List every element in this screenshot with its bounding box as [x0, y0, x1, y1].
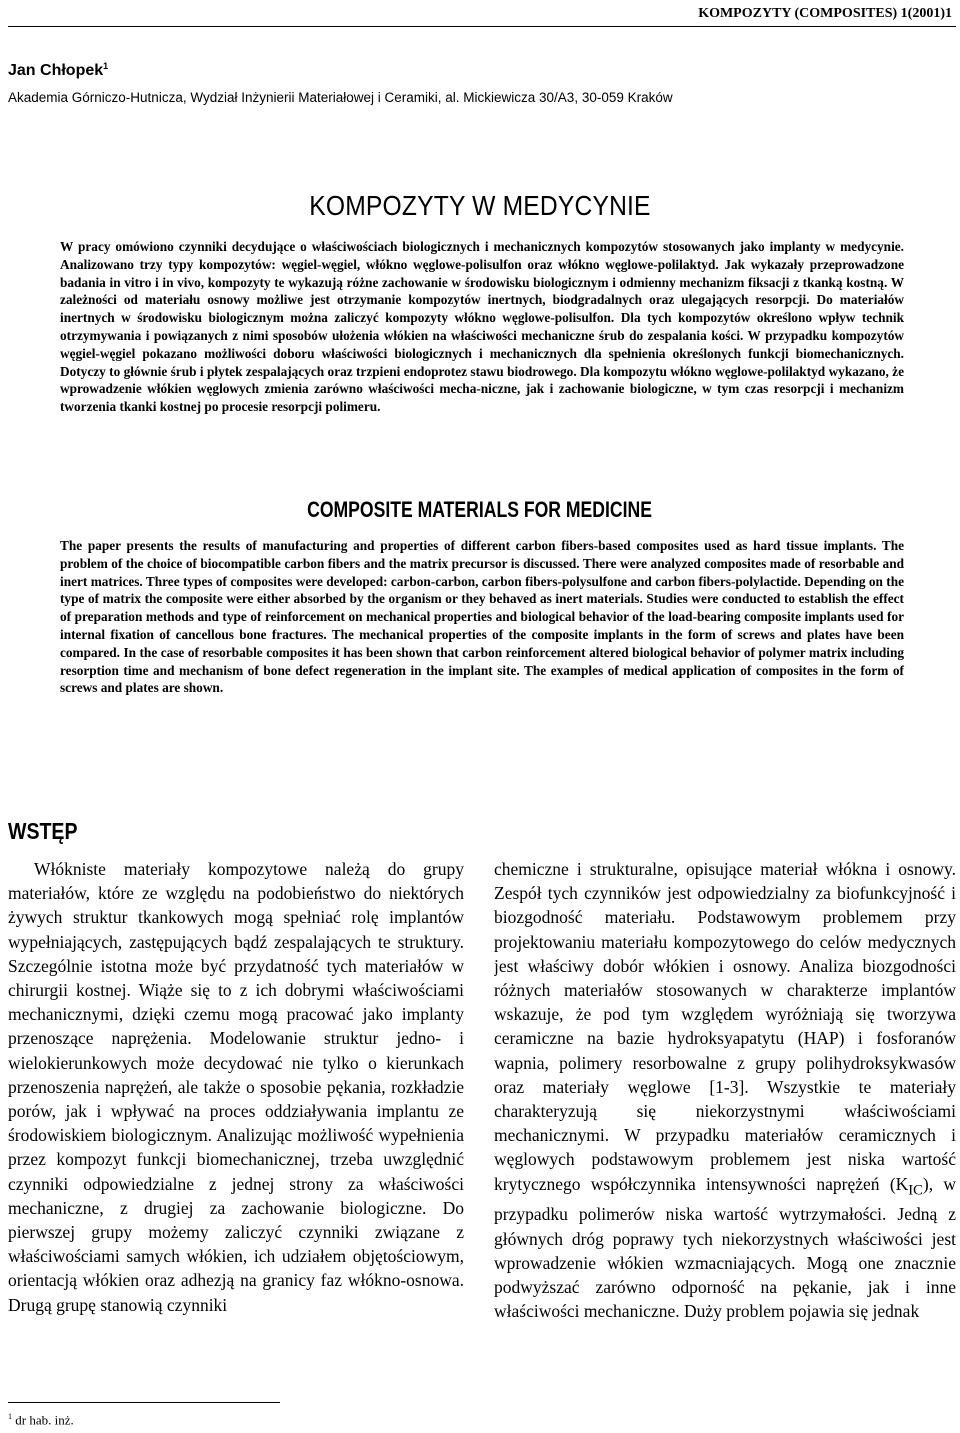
body-column-right	[494, 857, 956, 1397]
footnote	[8, 1412, 74, 1428]
author-affiliation: Akademia Górniczo-Hutnicza, Wydział Inżynierii Materiałowej i Ceramiki, al. Mickiewicza 30/A3, 30-059 Kraków	[8, 90, 673, 105]
abstract-english: The paper presents the results of manufacturing and properties of different carbon fibers-based composites used as hard tissue implants. The problem of the choice of biocompatible carbon fibers and the matrix precursor is discussed. There were analyzed composites made of resorbable and inert matrices. Three types of composites were developed: carbon-carbon, carbon fibers-polysulfone and carbon fibers-polylactide. Depending on the type of matrix the composite were either absorbed by the organism or they behaved as inert materials. Studies were conducted to establish the effect of preparation methods and type of reinforcement on mechanical properties and biological behavior of the load-bearing composite implants used for internal fixation of cancellous bone fractures. The mechanical properties of the composite implants in the form of screws and plates have been compared. In the case of resorbable composites it has been shown that carbon reinforcement altered biological behavior of polymer matrix including resorption time and mechanism of bone defect regeneration in the implant site. The examples of medical application of composites in the form of screws and plates are shown.	[60, 538, 904, 696]
body-column-left: Włókniste materiały kompozytowe należą do grupy materiałów, które ze względu na podobieństwo do niektórych żywych struktur tkankowych mogą spełniać rolę implantów wypełniających, zastępujących bądź zespalających te struktury. Szczególnie istotna może być przydatność tych materiałów w chirurgii kostnej. Wiąże się to z ich dobrymi właściwościami mechanicznymi, dzięki czemu mogą pracować jako implanty przenoszące naprężenia. Modelowanie struktur jedno- i wielokierunkowych może decydować nie tylko o kierunkach przenoszenia naprężeń, ale także o sposobie pękania, rozkładzie porów, jak i wpływać na proces oddziaływania implantu ze środowiskiem biologicznym. Analizując możliwość wypełnienia przez kompozyt funkcji biomechanicznej, trzeba uwzględnić czynniki odpowiedzialne z jednej strony za właściwości mechaniczne, z drugiej za zachowanie biologiczne. Do pierwszej grupy możemy zaliczyć czynniki związane z właściwościami samych włókien, ich udziałem objętościowym, orientacją włókien oraz adhezją na granicy faz włókno-osnowa. Drugą grupę stanowią czynniki	[8, 859, 464, 1315]
footnote-mark: 1	[8, 1412, 12, 1421]
title-english	[0, 497, 960, 523]
footnote-text: dr hab. inż.	[15, 1412, 74, 1428]
section-heading-text: WSTĘP	[8, 818, 78, 844]
author-footnote-mark: 1	[103, 61, 109, 71]
header-rule	[8, 26, 956, 27]
body-right-text-1: chemiczne i strukturalne, opisujące materiał włókna i osnowy. Zespół tych czynników jest odpowiedzialny za biofunkcyjność i biozgodność materiału. Podstawowym problemem przy projektowaniu materiału kompozytowego do celów medycznych jest właściwy dobór włókien i osnowy. Analiza biozgodności różnych materiałów stosowanych w charakterze implantów wskazuje, że pod tym względem wyróżniają się tworzywa ceramiczne na bazie hydroksyapatytu (HAP) i fosforanów wapnia, polimery resorbowalne z grupy polihydroksykwasów oraz materiały węglowe [1-3]. Wszystkie te materiały charakteryzują się niekorzystnymi właściwościami mechanicznymi. W przypadku materiałów ceramicznych i węglowych podstawowym problemem jest niska wartość krytycznego współczynnika intensywności naprężeń (K	[494, 859, 956, 1194]
author-name	[8, 62, 108, 80]
footnote-rule	[8, 1402, 280, 1403]
title-polish	[0, 190, 960, 222]
kic-subscript: IC	[908, 1182, 923, 1199]
title-polish-text: KOMPOZYTY W MEDYCYNIE	[309, 190, 651, 221]
author-name-text: Jan Chłopek	[8, 62, 104, 79]
body-right-text-2: ), w przypadku polimerów niska wartość wytrzymałości. Jedną z głównych dróg poprawy tych niekorzystnych właściwości jest wprowadzenie włókien wzmacniających. Mogą one znacznie podwyższać zarówno odporność na pękanie, jak i inne właściwości mechaniczne. Duży problem pojawia się jednak	[494, 1173, 956, 1322]
abstract-polish: W pracy omówiono czynniki decydujące o właściwościach biologicznych i mechanicznych kompozytów stosowanych jako implanty w medycynie. Analizowano trzy typy kompozytów: węgiel-węgiel, włókno węglowe-polisulfon oraz włókno węglowe-polilaktyd. Jak wykazały przeprowadzone badania in vitro i in vivo, kompozyty te wykazują różne zachowanie w środowisku biologicznym i odmienny mechanizm fiksacji z tkanką kostną. W zależności od materiału osnowy możliwe jest otrzymanie kompozytów inertnych, biodgradalnych oraz ulegających resorpcji. Do materiałów inertnych w środowisku biologicznym można zaliczyć kompozyty włókno węglowe-polisulfon. Dla tych kompozytów określono wpływ technik otrzymywania i powiązanych z nimi sposobów ułożenia włókien na właściwości mechaniczne śrub do zespalania kości. W przypadku kompozytów węgiel-węgiel pokazano możliwości doboru właściwości biologicznych i mechanicznych dla spełnienia określonych funkcji biomechanicznych. Dotyczy to głównie śrub i płytek zespalających oraz trzpieni endoprotez stawu biodrowego. Dla kompozytu włókno węglowe-polilaktyd wykazano, że wprowadzenie włókien węglowych zmienia zarówno właściwości mecha-niczne, jak i zachowanie biologiczne, w tym czas resorpcji i mechanizm tworzenia tkanki kostnej po procesie resorpcji polimeru.	[60, 239, 904, 415]
section-heading	[8, 818, 90, 845]
title-english-text: COMPOSITE MATERIALS FOR MEDICINE	[307, 497, 653, 522]
journal-header: KOMPOZYTY (COMPOSITES) 1(2001)1	[698, 6, 952, 21]
